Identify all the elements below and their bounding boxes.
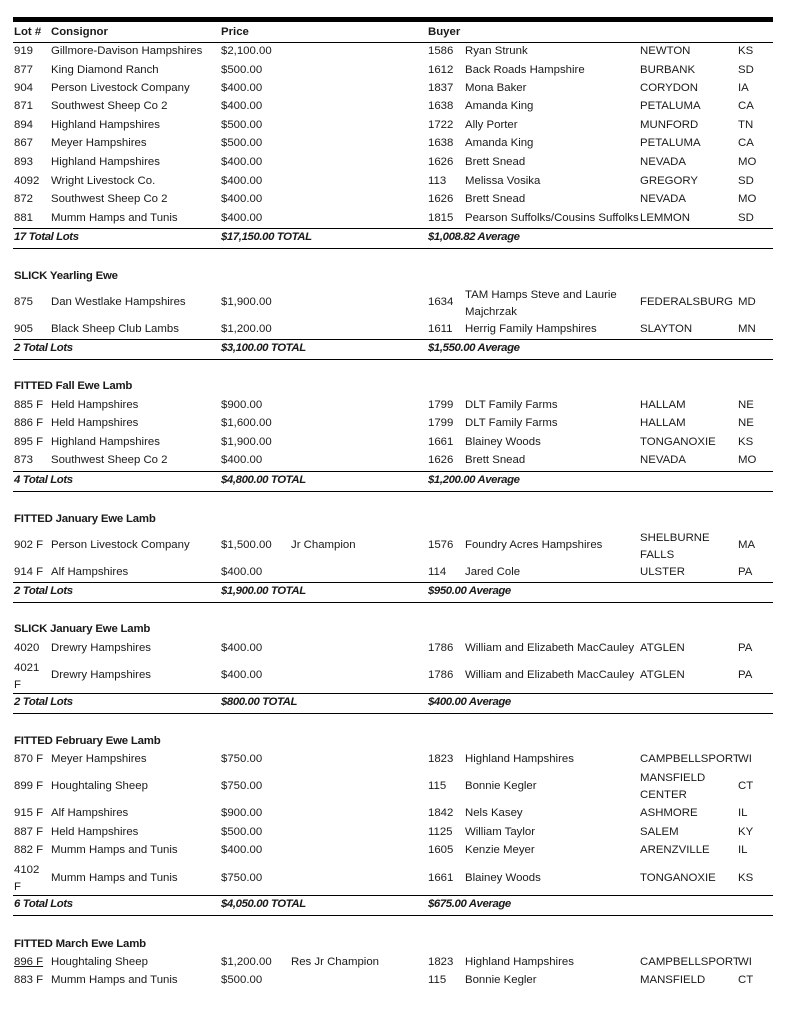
lot-number: 899 F xyxy=(14,780,44,792)
price: $750.00 xyxy=(221,872,263,884)
consignor: Mumm Hamps and Tunis xyxy=(51,844,178,856)
total-average: $1,550.00 Average xyxy=(428,342,520,354)
buyer-state: SD xyxy=(738,212,754,224)
lot-number: 877 xyxy=(14,64,34,76)
buyer-number: 1823 xyxy=(428,956,454,968)
lot-number: 867 xyxy=(14,137,34,149)
table-row xyxy=(13,955,773,973)
consignor: Held Hampshires xyxy=(51,399,139,411)
buyer-name: Herrig Family Hampshires xyxy=(465,323,597,335)
total-top-rule xyxy=(13,582,773,583)
buyer-number: 1661 xyxy=(428,436,454,448)
lot-number: 914 F xyxy=(14,566,44,578)
total-top-rule xyxy=(13,471,773,472)
section-title: FITTED February Ewe Lamb xyxy=(14,735,161,747)
buyer-state: MO xyxy=(738,193,757,205)
consignor: Mumm Hamps and Tunis xyxy=(51,212,178,224)
buyer-number: 115 xyxy=(428,974,447,986)
table-row xyxy=(13,192,773,210)
price: $400.00 xyxy=(221,844,263,856)
consignor: Southwest Sheep Co 2 xyxy=(51,454,168,466)
consignor: Southwest Sheep Co 2 xyxy=(51,193,168,205)
price: $1,200.00 xyxy=(221,956,272,968)
table-row xyxy=(13,435,773,453)
buyer-state: MO xyxy=(738,454,757,466)
buyer-city: MANSFIELD xyxy=(640,974,706,986)
price: $400.00 xyxy=(221,642,263,654)
buyer-city: SHELBURNE FALLS xyxy=(640,532,710,561)
table-row xyxy=(13,155,773,173)
buyer-name: William and Elizabeth MacCauley xyxy=(465,669,635,681)
buyer-city: MANSFIELD CENTER xyxy=(640,772,706,801)
buyer-number: 1842 xyxy=(428,807,454,819)
buyer-number: 114 xyxy=(428,566,447,578)
buyer-number: 115 xyxy=(428,780,447,792)
lot-number: 883 F xyxy=(14,974,44,986)
lot-number: 885 F xyxy=(14,399,44,411)
buyer-city: NEWTON xyxy=(640,45,691,57)
buyer-name: TAM Hamps Steve and Laurie Majchrzak xyxy=(465,289,617,318)
section-title: FITTED March Ewe Lamb xyxy=(14,938,146,950)
buyer-name: Ryan Strunk xyxy=(465,45,528,57)
total-average: $1,200.00 Average xyxy=(428,474,520,486)
buyer-name: Mona Baker xyxy=(465,82,527,94)
total-sum: $4,800.00 TOTAL xyxy=(221,474,306,486)
table-row xyxy=(13,453,773,471)
buyer-city: ARENZVILLE xyxy=(640,844,710,856)
buyer-city: NEVADA xyxy=(640,193,686,205)
consignor: Highland Hampshires xyxy=(51,156,160,168)
price: $1,600.00 xyxy=(221,417,272,429)
buyer-number: 1823 xyxy=(428,753,454,765)
consignor: Alf Hampshires xyxy=(51,807,129,819)
buyer-name: Jared Cole xyxy=(465,566,521,578)
buyer-name: William and Elizabeth MacCauley xyxy=(465,642,635,654)
award-note: Jr Champion xyxy=(291,539,356,551)
total-row xyxy=(13,584,773,603)
buyer-city: MUNFORD xyxy=(640,119,699,131)
buyer-name: Melissa Vosika xyxy=(465,175,541,187)
buyer-state: KS xyxy=(738,436,754,448)
lot-number: 919 xyxy=(14,45,34,57)
price: $750.00 xyxy=(221,780,263,792)
buyer-name: Foundry Acres Hampshires xyxy=(465,539,603,551)
consignor: Meyer Hampshires xyxy=(51,753,147,765)
buyer-state: IL xyxy=(738,844,748,856)
buyer-state: CT xyxy=(738,780,754,792)
total-sum: $17,150.00 TOTAL xyxy=(221,231,312,243)
lot-number: 887 F xyxy=(14,826,44,838)
price: $500.00 xyxy=(221,826,263,838)
table-row xyxy=(13,211,773,229)
lot-number-link[interactable]: 896 F xyxy=(14,956,44,968)
header-buyer: Buyer xyxy=(428,26,461,38)
buyer-number: 1611 xyxy=(428,323,453,335)
table-row xyxy=(13,81,773,99)
table-row xyxy=(13,416,773,434)
buyer-state: SD xyxy=(738,64,754,76)
total-row xyxy=(13,473,773,492)
buyer-state: IL xyxy=(738,807,748,819)
total-top-rule xyxy=(13,339,773,340)
total-top-rule xyxy=(13,693,773,694)
price: $750.00 xyxy=(221,753,263,765)
buyer-state: MO xyxy=(738,156,757,168)
total-top-rule xyxy=(13,228,773,229)
buyer-name: Blainey Woods xyxy=(465,436,541,448)
total-row xyxy=(13,341,773,360)
buyer-city: BURBANK xyxy=(640,64,696,76)
buyer-city: HALLAM xyxy=(640,399,686,411)
buyer-name: Pearson Suffolks/Cousins Suffolks xyxy=(465,212,639,224)
price: $500.00 xyxy=(221,137,263,149)
buyer-name: Brett Snead xyxy=(465,454,526,466)
total-sum: $800.00 TOTAL xyxy=(221,696,298,708)
lot-number: 873 xyxy=(14,454,34,466)
buyer-number: 1634 xyxy=(428,296,454,308)
price: $900.00 xyxy=(221,399,263,411)
buyer-city: PETALUMA xyxy=(640,100,701,112)
price: $400.00 xyxy=(221,82,263,94)
buyer-number: 1799 xyxy=(428,417,454,429)
header-rule xyxy=(13,42,773,43)
price: $400.00 xyxy=(221,175,263,187)
table-row xyxy=(13,288,773,318)
lot-number: 902 F xyxy=(14,539,44,551)
consignor: Southwest Sheep Co 2 xyxy=(51,100,168,112)
buyer-name: DLT Family Farms xyxy=(465,399,558,411)
total-lots: 17 Total Lots xyxy=(14,231,79,243)
total-sum: $3,100.00 TOTAL xyxy=(221,342,306,354)
buyer-city: GREGORY xyxy=(640,175,699,187)
buyer-number: 113 xyxy=(428,175,447,187)
buyer-number: 1626 xyxy=(428,454,454,466)
consignor: King Diamond Ranch xyxy=(51,64,159,76)
buyer-city: TONGANOXIE xyxy=(640,436,716,448)
buyer-name: Bonnie Kegler xyxy=(465,974,537,986)
buyer-state: MN xyxy=(738,323,756,335)
buyer-name: Brett Snead xyxy=(465,156,526,168)
buyer-number: 1576 xyxy=(428,539,454,551)
price: $400.00 xyxy=(221,454,263,466)
buyer-state: MD xyxy=(738,296,756,308)
header-price: Price xyxy=(221,26,249,38)
buyer-number: 1722 xyxy=(428,119,454,131)
lot-number: 4021 F xyxy=(14,662,40,691)
table-row xyxy=(13,770,773,804)
consignor: Highland Hampshires xyxy=(51,119,160,131)
total-lots: 4 Total Lots xyxy=(14,474,73,486)
buyer-state: KS xyxy=(738,872,754,884)
buyer-number: 1125 xyxy=(428,826,453,838)
price: $1,500.00 xyxy=(221,539,272,551)
buyer-state: KS xyxy=(738,45,754,57)
buyer-city: CAMPBELLSPORT xyxy=(640,753,740,765)
consignor: Person Livestock Company xyxy=(51,539,190,551)
total-average: $400.00 Average xyxy=(428,696,511,708)
consignor: Meyer Hampshires xyxy=(51,137,147,149)
lot-number: 4102 F xyxy=(14,864,40,893)
buyer-state: PA xyxy=(738,669,753,681)
consignor: Held Hampshires xyxy=(51,417,139,429)
buyer-number: 1638 xyxy=(428,137,454,149)
table-row xyxy=(13,174,773,192)
table-row xyxy=(13,806,773,824)
total-top-rule xyxy=(13,895,773,896)
buyer-state: WI xyxy=(738,956,752,968)
buyer-name: Amanda King xyxy=(465,100,534,112)
buyer-city: NEVADA xyxy=(640,454,686,466)
table-row xyxy=(13,641,773,659)
buyer-state: SD xyxy=(738,175,754,187)
lot-number: 870 F xyxy=(14,753,44,765)
consignor: Houghtaling Sheep xyxy=(51,956,148,968)
consignor: Black Sheep Club Lambs xyxy=(51,323,179,335)
buyer-city: ATGLEN xyxy=(640,669,685,681)
lot-number: 4020 xyxy=(14,642,40,654)
price: $400.00 xyxy=(221,193,263,205)
buyer-city: FEDERALSBURG xyxy=(640,296,734,308)
buyer-city: CORYDON xyxy=(640,82,699,94)
buyer-city: ATGLEN xyxy=(640,642,685,654)
buyer-name: Nels Kasey xyxy=(465,807,523,819)
price: $400.00 xyxy=(221,100,263,112)
table-row xyxy=(13,565,773,583)
table-row xyxy=(13,530,773,562)
buyer-number: 1661 xyxy=(428,872,454,884)
buyer-state: NE xyxy=(738,399,754,411)
buyer-name: DLT Family Farms xyxy=(465,417,558,429)
consignor: Gillmore-Davison Hampshires xyxy=(51,45,203,57)
price: $500.00 xyxy=(221,64,263,76)
top-rule xyxy=(13,17,773,22)
lot-number: 895 F xyxy=(14,436,44,448)
buyer-city: ULSTER xyxy=(640,566,685,578)
table-row xyxy=(13,660,773,692)
buyer-state: IA xyxy=(738,82,749,94)
table-row xyxy=(13,44,773,62)
buyer-name: Back Roads Hampshire xyxy=(465,64,585,76)
price: $400.00 xyxy=(221,566,263,578)
table-row xyxy=(13,136,773,154)
table-row xyxy=(13,862,773,894)
total-average: $675.00 Average xyxy=(428,898,511,910)
price: $2,100.00 xyxy=(221,45,272,57)
consignor: Mumm Hamps and Tunis xyxy=(51,974,178,986)
lot-number: 886 F xyxy=(14,417,44,429)
buyer-city: HALLAM xyxy=(640,417,686,429)
table-row xyxy=(13,398,773,416)
buyer-city: NEVADA xyxy=(640,156,686,168)
table-row xyxy=(13,825,773,843)
buyer-number: 1799 xyxy=(428,399,454,411)
buyer-state: PA xyxy=(738,642,753,654)
buyer-state: CA xyxy=(738,137,754,149)
price: $400.00 xyxy=(221,669,263,681)
buyer-name: Highland Hampshires xyxy=(465,956,574,968)
total-average: $950.00 Average xyxy=(428,585,511,597)
section-title: FITTED January Ewe Lamb xyxy=(14,513,156,525)
section-title: SLICK Yearling Ewe xyxy=(14,270,118,282)
buyer-city: CAMPBELLSPORT xyxy=(640,956,740,968)
consignor: Mumm Hamps and Tunis xyxy=(51,872,178,884)
buyer-state: NE xyxy=(738,417,754,429)
table-row xyxy=(13,752,773,770)
lot-number: 905 xyxy=(14,323,34,335)
lot-number: 871 xyxy=(14,100,34,112)
total-lots: 6 Total Lots xyxy=(14,898,73,910)
lot-number: 872 xyxy=(14,193,34,205)
buyer-number: 1586 xyxy=(428,45,454,57)
lot-number: 915 F xyxy=(14,807,44,819)
total-lots: 2 Total Lots xyxy=(14,696,73,708)
buyer-city: PETALUMA xyxy=(640,137,701,149)
lot-number: 904 xyxy=(14,82,34,94)
price: $900.00 xyxy=(221,807,263,819)
buyer-name: Brett Snead xyxy=(465,193,526,205)
consignor: Person Livestock Company xyxy=(51,82,190,94)
table-row xyxy=(13,99,773,117)
buyer-name: Blainey Woods xyxy=(465,872,541,884)
table-row xyxy=(13,118,773,136)
buyer-number: 1638 xyxy=(428,100,454,112)
buyer-number: 1626 xyxy=(428,193,454,205)
buyer-name: Amanda King xyxy=(465,137,534,149)
lot-number: 882 F xyxy=(14,844,44,856)
buyer-number: 1815 xyxy=(428,212,454,224)
buyer-number: 1605 xyxy=(428,844,454,856)
table-row xyxy=(13,322,773,340)
buyer-name: Bonnie Kegler xyxy=(465,780,537,792)
consignor: Dan Westlake Hampshires xyxy=(51,296,186,308)
buyer-state: MA xyxy=(738,539,756,551)
lot-number: 881 xyxy=(14,212,34,224)
buyer-name: William Taylor xyxy=(465,826,536,838)
buyer-state: CT xyxy=(738,974,754,986)
total-average: $1,008.82 Average xyxy=(428,231,520,243)
consignor: Houghtaling Sheep xyxy=(51,780,148,792)
table-header xyxy=(13,25,773,43)
consignor: Drewry Hampshires xyxy=(51,669,152,681)
buyer-city: LEMMON xyxy=(640,212,690,224)
header-consignor: Consignor xyxy=(51,26,108,38)
buyer-city: TONGANOXIE xyxy=(640,872,716,884)
buyer-city: ASHMORE xyxy=(640,807,698,819)
price: $400.00 xyxy=(221,156,263,168)
price: $1,200.00 xyxy=(221,323,272,335)
lot-number: 4092 xyxy=(14,175,40,187)
total-row xyxy=(13,695,773,714)
buyer-city: SALEM xyxy=(640,826,679,838)
header-lot: Lot # xyxy=(14,26,42,38)
table-row xyxy=(13,843,773,861)
consignor: Drewry Hampshires xyxy=(51,642,152,654)
award-note: Res Jr Champion xyxy=(291,956,379,968)
buyer-state: PA xyxy=(738,566,753,578)
consignor: Alf Hampshires xyxy=(51,566,129,578)
total-row xyxy=(13,230,773,249)
total-sum: $4,050.00 TOTAL xyxy=(221,898,306,910)
buyer-name: Highland Hampshires xyxy=(465,753,574,765)
buyer-number: 1612 xyxy=(428,64,454,76)
section-title: FITTED Fall Ewe Lamb xyxy=(14,380,133,392)
consignor: Highland Hampshires xyxy=(51,436,160,448)
buyer-number: 1626 xyxy=(428,156,454,168)
table-row xyxy=(13,973,773,991)
buyer-state: TN xyxy=(738,119,754,131)
buyer-name: Ally Porter xyxy=(465,119,518,131)
price: $1,900.00 xyxy=(221,296,272,308)
price: $500.00 xyxy=(221,119,263,131)
buyer-city: SLAYTON xyxy=(640,323,693,335)
lot-number: 894 xyxy=(14,119,34,131)
total-row xyxy=(13,897,773,916)
price: $1,900.00 xyxy=(221,436,272,448)
price: $400.00 xyxy=(221,212,263,224)
section-title: SLICK January Ewe Lamb xyxy=(14,623,151,635)
lot-number: 893 xyxy=(14,156,34,168)
buyer-number: 1786 xyxy=(428,642,454,654)
price: $500.00 xyxy=(221,974,263,986)
total-lots: 2 Total Lots xyxy=(14,342,73,354)
consignor: Wright Livestock Co. xyxy=(51,175,156,187)
consignor: Held Hampshires xyxy=(51,826,139,838)
buyer-state: WI xyxy=(738,753,752,765)
lot-number: 875 xyxy=(14,296,34,308)
total-lots: 2 Total Lots xyxy=(14,585,73,597)
buyer-name: Kenzie Meyer xyxy=(465,844,535,856)
total-sum: $1,900.00 TOTAL xyxy=(221,585,306,597)
buyer-state: CA xyxy=(738,100,754,112)
buyer-number: 1837 xyxy=(428,82,454,94)
table-row xyxy=(13,63,773,81)
buyer-state: KY xyxy=(738,826,754,838)
buyer-number: 1786 xyxy=(428,669,454,681)
